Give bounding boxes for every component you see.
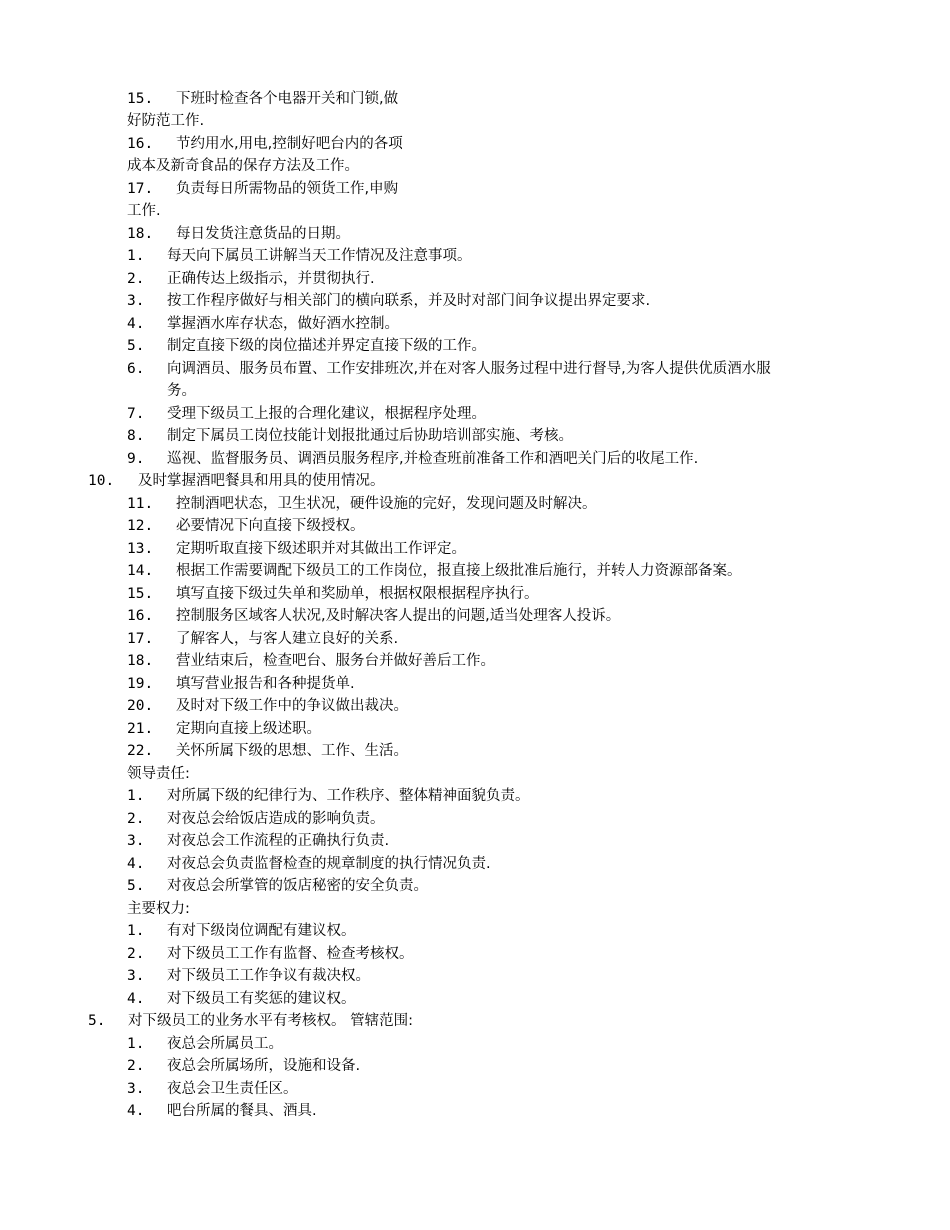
- item-text: 受理下级员工上报的合理化建议，根据程序处理。: [167, 406, 486, 422]
- item-number: 14.: [127, 563, 154, 579]
- item-text: 控制服务区域客人状况,及时解决客人提出的问题,适当处理客人投诉。: [176, 608, 621, 624]
- item-number: 4.: [127, 856, 145, 872]
- item-number: 18.: [127, 226, 154, 242]
- item-text: 了解客人，与客人建立良好的关系.: [176, 631, 399, 647]
- item-number: 2.: [127, 946, 145, 962]
- item-number: 11.: [127, 496, 154, 512]
- continuation-line: 务。: [167, 383, 196, 399]
- item-text: 按工作程序做好与相关部门的横向联系，并及时对部门间争议提出界定要求.: [167, 293, 651, 309]
- item-number: 12.: [127, 518, 154, 534]
- item-text: 必要情况下向直接下级授权。: [176, 518, 365, 534]
- item-number: 15.: [127, 586, 154, 602]
- item-text: 每天向下属员工讲解当天工作情况及注意事项。: [167, 248, 472, 264]
- item-number: 17.: [127, 181, 154, 197]
- item-text: 定期听取直接下级述职并对其做出工作评定。: [176, 541, 466, 557]
- item-text: 掌握酒水库存状态，做好酒水控制。: [167, 316, 399, 332]
- item-text: 对所属下级的纪律行为、工作秩序、整体精神面貌负责。: [167, 788, 530, 804]
- item-number: 3.: [127, 1081, 145, 1097]
- section-heading: 领导责任:: [127, 766, 190, 782]
- item-number: 4.: [127, 991, 145, 1007]
- item-number: 5.: [127, 878, 145, 894]
- item-text: 对下级员工有奖惩的建议权。: [167, 991, 356, 1007]
- item-text: 对下级员工工作争议有裁决权。: [167, 968, 370, 984]
- item-number: 4.: [127, 1103, 145, 1119]
- item-number: 1.: [127, 788, 145, 804]
- item-number: 8.: [127, 428, 145, 444]
- item-text: 控制酒吧状态，卫生状况，硬件设施的完好，发现问题及时解决。: [176, 496, 597, 512]
- item-number: 15.: [127, 91, 154, 107]
- item-number: 2.: [127, 811, 145, 827]
- item-text: 有对下级岗位调配有建议权。: [167, 923, 356, 939]
- item-text: 下班时检查各个电器开关和门锁,做: [176, 91, 399, 107]
- item-number: 5.: [88, 1013, 106, 1029]
- item-number: 1.: [127, 248, 145, 264]
- item-number: 3.: [127, 968, 145, 984]
- item-number: 1.: [127, 1036, 145, 1052]
- item-number: 16.: [127, 136, 154, 152]
- item-text: 填写营业报告和各种提货单.: [176, 676, 355, 692]
- item-number: 3.: [127, 833, 145, 849]
- item-number: 1.: [127, 923, 145, 939]
- item-number: 19.: [127, 676, 154, 692]
- item-text: 对夜总会给饭店造成的影响负责。: [167, 811, 385, 827]
- item-number: 9.: [127, 451, 145, 467]
- item-number: 2.: [127, 271, 145, 287]
- item-text: 夜总会卫生责任区。: [167, 1081, 298, 1097]
- item-text: 对下级员工的业务水平有考核权。 管辖范围:: [128, 1013, 413, 1029]
- item-text: 及时对下级工作中的争议做出裁决。: [176, 698, 408, 714]
- item-text: 夜总会所属员工。: [167, 1036, 283, 1052]
- item-text: 制定直接下级的岗位描述并界定直接下级的工作。: [167, 338, 486, 354]
- item-number: 6.: [127, 361, 145, 377]
- continuation-line: 工作.: [127, 203, 161, 219]
- item-number: 20.: [127, 698, 154, 714]
- item-text: 关怀所属下级的思想、工作、生活。: [176, 743, 408, 759]
- continuation-line: 好防范工作.: [127, 113, 205, 129]
- section-heading: 主要权力:: [127, 901, 190, 917]
- item-text: 对夜总会所掌管的饭店秘密的安全负责。: [167, 878, 428, 894]
- item-text: 对夜总会工作流程的正确执行负责.: [167, 833, 390, 849]
- item-text: 营业结束后，检查吧台、服务台并做好善后工作。: [176, 653, 495, 669]
- item-number: 21.: [127, 721, 154, 737]
- item-text: 每日发货注意货品的日期。: [176, 226, 350, 242]
- item-number: 16.: [127, 608, 154, 624]
- item-number: 17.: [127, 631, 154, 647]
- item-text: 负责每日所需物品的领货工作,申购: [176, 181, 399, 197]
- item-text: 及时掌握酒吧餐具和用具的使用情况。: [138, 473, 385, 489]
- item-number: 5.: [127, 338, 145, 354]
- item-text: 正确传达上级指示，并贯彻执行.: [167, 271, 375, 287]
- item-text: 吧台所属的餐具、酒具.: [167, 1103, 317, 1119]
- item-number: 18.: [127, 653, 154, 669]
- item-text: 对夜总会负责监督检查的规章制度的执行情况负责.: [167, 856, 491, 872]
- item-text: 根据工作需要调配下级员工的工作岗位，报直接上级批准后施行，并转人力资源部备案。: [176, 563, 742, 579]
- item-text: 填写直接下级过失单和奖励单，根据权限根据程序执行。: [176, 586, 539, 602]
- item-text: 制定下属员工岗位技能计划报批通过后协助培训部实施、考核。: [167, 428, 573, 444]
- item-number: 13.: [127, 541, 154, 557]
- item-text: 夜总会所属场所，设施和设备.: [167, 1058, 361, 1074]
- item-number: 3.: [127, 293, 145, 309]
- item-number: 7.: [127, 406, 145, 422]
- item-text: 向调酒员、服务员布置、工作安排班次,并在对客人服务过程中进行督导,为客人提供优质酒水服: [167, 361, 771, 377]
- item-number: 10.: [88, 473, 115, 489]
- item-number: 22.: [127, 743, 154, 759]
- item-text: 节约用水,用电,控制好吧台内的各项: [176, 136, 403, 152]
- continuation-line: 成本及新奇食品的保存方法及工作。: [127, 158, 359, 174]
- item-number: 2.: [127, 1058, 145, 1074]
- item-number: 4.: [127, 316, 145, 332]
- item-text: 巡视、监督服务员、调酒员服务程序,并检查班前准备工作和酒吧关门后的收尾工作.: [167, 451, 699, 467]
- item-text: 定期向直接上级述职。: [176, 721, 321, 737]
- item-text: 对下级员工工作有监督、检查考核权。: [167, 946, 414, 962]
